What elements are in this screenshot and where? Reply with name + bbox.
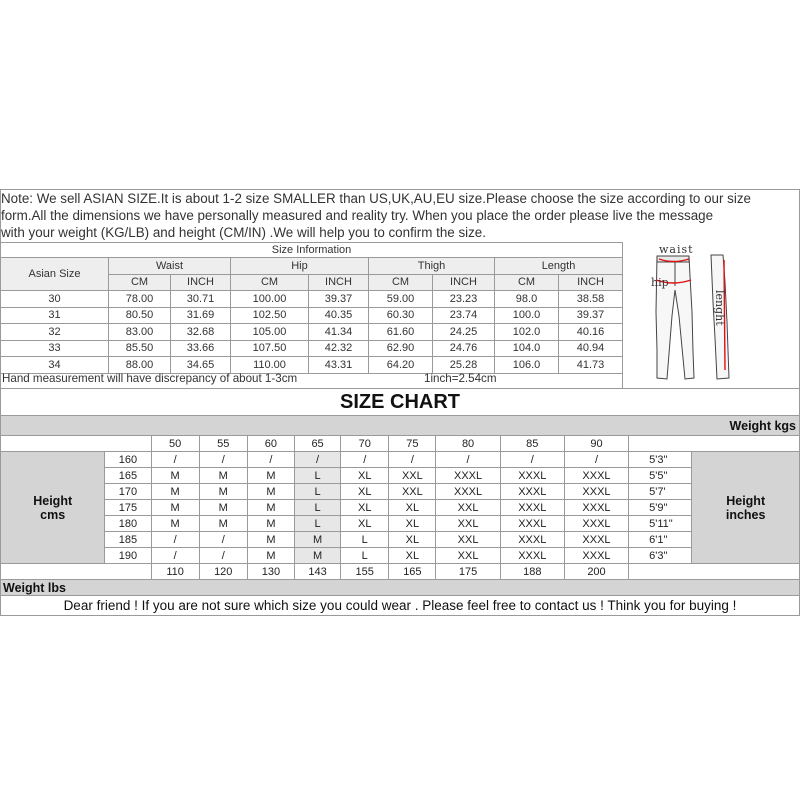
size-cell: /	[564, 452, 628, 468]
size-cell: M	[199, 468, 247, 484]
weight-lbs-cell: 130	[247, 564, 294, 580]
corner-cell	[1, 564, 152, 580]
measurement-cell: 38.58	[559, 291, 623, 308]
measurement-cell: 23.74	[433, 307, 495, 324]
size-cell: XXXL	[500, 500, 564, 516]
size-cell: M	[199, 484, 247, 500]
size-info-title: Size Information	[1, 243, 623, 258]
chart-row	[1, 484, 800, 500]
weight-kg-cell: 70	[341, 436, 389, 452]
size-cell: XXXL	[500, 548, 564, 564]
size-cell: L	[294, 500, 340, 516]
height-cms-label-line: cms	[40, 507, 66, 522]
size-cell: M	[247, 532, 294, 548]
size-row	[1, 357, 623, 374]
corner-cell	[629, 564, 800, 580]
size-cell: XXL	[389, 468, 436, 484]
asian-size-cell: 34	[1, 357, 109, 374]
size-cell: L	[294, 516, 340, 532]
size-cell: M	[247, 500, 294, 516]
note-line: with your weight (KG/LB) and height (CM/IN) .We will help you to confirm the size.	[1, 225, 486, 240]
size-cell: XL	[389, 532, 436, 548]
measurement-cell: 61.60	[369, 324, 433, 341]
unit-header: CM	[495, 274, 559, 291]
measurement-cell: 39.37	[559, 307, 623, 324]
weight-lbs-cell: 155	[341, 564, 389, 580]
weight-lbs-cell: 143	[294, 564, 340, 580]
size-cell: XXXL	[500, 516, 564, 532]
weight-lbs-label: Weight lbs	[1, 580, 800, 596]
pants-diagram	[622, 242, 800, 388]
weight-lbs-cell: 175	[436, 564, 500, 580]
measurement-cell: 24.76	[433, 340, 495, 357]
size-cell: M	[151, 484, 199, 500]
size-cell: /	[199, 452, 247, 468]
unit-header: CM	[369, 274, 433, 291]
measurement-cell: 104.0	[495, 340, 559, 357]
size-cell: XXXL	[564, 532, 628, 548]
size-chart-table	[0, 415, 800, 616]
length-header: Length	[495, 258, 623, 275]
size-cell: XL	[341, 516, 389, 532]
measurement-cell: 110.00	[231, 357, 309, 374]
chart-row	[1, 500, 800, 516]
measurement-cell: 41.73	[559, 357, 623, 374]
height-inches-label	[692, 452, 800, 564]
pants-illustration	[623, 242, 800, 388]
measurement-cell: 80.50	[109, 307, 171, 324]
size-cell: M	[294, 532, 340, 548]
weight-lbs-cell: 200	[564, 564, 628, 580]
asian-size-cell: 31	[1, 307, 109, 324]
size-cell: XXXL	[436, 484, 500, 500]
measurement-cell: 23.23	[433, 291, 495, 308]
size-cell: /	[436, 452, 500, 468]
weight-lbs-cell: 110	[151, 564, 199, 580]
size-information-table	[0, 242, 623, 374]
height-cm-cell: 190	[105, 548, 151, 564]
size-cell: L	[341, 532, 389, 548]
inch-conversion-note: 1inch=2.54cm	[424, 372, 497, 385]
measurement-cell: 30.71	[171, 291, 231, 308]
asian-size-cell: 32	[1, 324, 109, 341]
size-row	[1, 307, 623, 324]
measurement-cell: 100.0	[495, 307, 559, 324]
measurement-cell: 24.25	[433, 324, 495, 341]
chart-row	[1, 468, 800, 484]
weight-kg-cell: 60	[247, 436, 294, 452]
measurement-cell: 64.20	[369, 357, 433, 374]
measurement-cell: 59.00	[369, 291, 433, 308]
measurement-cell: 43.31	[309, 357, 369, 374]
length-label: lenght	[713, 290, 726, 326]
footer-message: Dear friend ! If you are not sure which size you could wear . Please feel free to contact us ! Think you for buying !	[1, 596, 800, 616]
measurement-cell: 83.00	[109, 324, 171, 341]
size-cell: /	[247, 452, 294, 468]
hand-measurement-note: Hand measurement will have discrepancy of about 1-3cm	[2, 372, 298, 385]
height-inches-label-line: Height	[726, 493, 766, 508]
size-cell: /	[294, 452, 340, 468]
weight-kg-cell: 75	[389, 436, 436, 452]
height-cms-label-line: Height	[33, 493, 73, 508]
size-cell: /	[199, 532, 247, 548]
size-cell: XXXL	[564, 500, 628, 516]
measurement-cell: 25.28	[433, 357, 495, 374]
thigh-header: Thigh	[369, 258, 495, 275]
weight-kg-cell: 80	[436, 436, 500, 452]
size-cell: XXXL	[500, 532, 564, 548]
measurement-cell: 34.65	[171, 357, 231, 374]
size-cell: L	[294, 468, 340, 484]
unit-header: INCH	[309, 274, 369, 291]
weight-kg-cell: 85	[500, 436, 564, 452]
size-cell: /	[341, 452, 389, 468]
size-cell: XXL	[389, 484, 436, 500]
chart-row	[1, 548, 800, 564]
weight-kg-cell: 65	[294, 436, 340, 452]
size-cell: M	[247, 468, 294, 484]
size-cell: XXXL	[564, 468, 628, 484]
size-cell: M	[199, 516, 247, 532]
size-note	[1, 190, 799, 242]
size-chart-title: SIZE CHART	[0, 389, 800, 415]
size-cell: XXXL	[500, 484, 564, 500]
size-cell: XXXL	[436, 468, 500, 484]
size-cell: /	[389, 452, 436, 468]
measurement-cell: 102.0	[495, 324, 559, 341]
size-cell: M	[151, 468, 199, 484]
chart-row	[1, 452, 800, 468]
weight-lbs-cell: 165	[389, 564, 436, 580]
measurement-cell: 41.34	[309, 324, 369, 341]
hip-header: Hip	[231, 258, 369, 275]
unit-header: CM	[109, 274, 171, 291]
unit-header: INCH	[171, 274, 231, 291]
height-cm-cell: 185	[105, 532, 151, 548]
size-cell: XXL	[436, 548, 500, 564]
waist-label: waist	[659, 243, 694, 256]
asian-size-cell: 30	[1, 291, 109, 308]
size-row	[1, 340, 623, 357]
weight-lbs-cell: 120	[199, 564, 247, 580]
size-cell: /	[500, 452, 564, 468]
measurement-cell: 102.50	[231, 307, 309, 324]
size-cell: XXXL	[500, 468, 564, 484]
measurement-cell: 33.66	[171, 340, 231, 357]
measurement-cell: 31.69	[171, 307, 231, 324]
height-inch-cell: 5'5"	[629, 468, 692, 484]
measurement-cell: 106.0	[495, 357, 559, 374]
weight-kg-cell: 55	[199, 436, 247, 452]
size-cell: XXXL	[564, 548, 628, 564]
size-cell: /	[151, 452, 199, 468]
measurement-cell: 40.16	[559, 324, 623, 341]
size-cell: M	[247, 548, 294, 564]
chart-row	[1, 516, 800, 532]
measurement-cell: 42.32	[309, 340, 369, 357]
height-inch-cell: 5'7'	[629, 484, 692, 500]
size-cell: XXL	[436, 516, 500, 532]
height-cm-cell: 180	[105, 516, 151, 532]
measurement-cell: 78.00	[109, 291, 171, 308]
measurement-cell: 105.00	[231, 324, 309, 341]
size-cell: M	[247, 516, 294, 532]
measurement-cell: 60.30	[369, 307, 433, 324]
height-inch-cell: 5'11"	[629, 516, 692, 532]
size-cell: M	[247, 484, 294, 500]
weight-lbs-cell: 188	[500, 564, 564, 580]
note-line: Note: We sell ASIAN SIZE.It is about 1-2 size SMALLER than US,UK,AU,EU size.Please choose the size according to our size	[1, 191, 751, 206]
asian-size-cell: 33	[1, 340, 109, 357]
measurement-cell: 88.00	[109, 357, 171, 374]
unit-header: INCH	[559, 274, 623, 291]
unit-header: INCH	[433, 274, 495, 291]
measurement-cell: 62.90	[369, 340, 433, 357]
measurement-cell: 40.35	[309, 307, 369, 324]
note-line: form.All the dimensions we have personally measured and reality try. When you place the order please live the message	[1, 208, 714, 223]
size-cell: XXL	[436, 532, 500, 548]
asian-size-header: Asian Size	[1, 258, 109, 291]
weight-kgs-label: Weight kgs	[1, 416, 800, 436]
height-inch-cell: 6'3"	[629, 548, 692, 564]
size-row	[1, 291, 623, 308]
measurement-cell: 107.50	[231, 340, 309, 357]
corner-cell	[629, 436, 800, 452]
unit-header: CM	[231, 274, 309, 291]
height-cm-cell: 170	[105, 484, 151, 500]
height-cms-label	[1, 452, 105, 564]
waist-header: Waist	[109, 258, 231, 275]
weight-kg-cell: 50	[151, 436, 199, 452]
height-inches-label-line: inches	[725, 507, 766, 522]
size-row	[1, 324, 623, 341]
size-cell: M	[199, 500, 247, 516]
size-cell: M	[151, 500, 199, 516]
height-inch-cell: 6'1"	[629, 532, 692, 548]
size-cell: XL	[341, 500, 389, 516]
measurement-cell: 98.0	[495, 291, 559, 308]
measurement-cell: 32.68	[171, 324, 231, 341]
hip-label: hip	[651, 276, 669, 289]
size-cell: XXXL	[564, 484, 628, 500]
measurement-cell: 100.00	[231, 291, 309, 308]
size-cell: /	[151, 532, 199, 548]
measurement-cell: 40.94	[559, 340, 623, 357]
weight-kg-cell: 90	[564, 436, 628, 452]
size-cell: XXL	[436, 500, 500, 516]
measurement-cell: 85.50	[109, 340, 171, 357]
height-inch-cell: 5'3"	[629, 452, 692, 468]
measurement-cell: 39.37	[309, 291, 369, 308]
size-cell: XL	[389, 500, 436, 516]
size-cell: L	[294, 484, 340, 500]
size-cell: XL	[341, 468, 389, 484]
height-cm-cell: 160	[105, 452, 151, 468]
size-cell: XL	[389, 516, 436, 532]
size-cell: M	[151, 516, 199, 532]
height-cm-cell: 165	[105, 468, 151, 484]
size-cell: M	[294, 548, 340, 564]
chart-row	[1, 532, 800, 548]
height-inch-cell: 5'9"	[629, 500, 692, 516]
size-cell: XL	[389, 548, 436, 564]
corner-cell	[1, 436, 152, 452]
size-cell: XL	[341, 484, 389, 500]
size-cell: L	[341, 548, 389, 564]
size-cell: XXXL	[564, 516, 628, 532]
size-cell: /	[151, 548, 199, 564]
height-cm-cell: 175	[105, 500, 151, 516]
size-cell: /	[199, 548, 247, 564]
